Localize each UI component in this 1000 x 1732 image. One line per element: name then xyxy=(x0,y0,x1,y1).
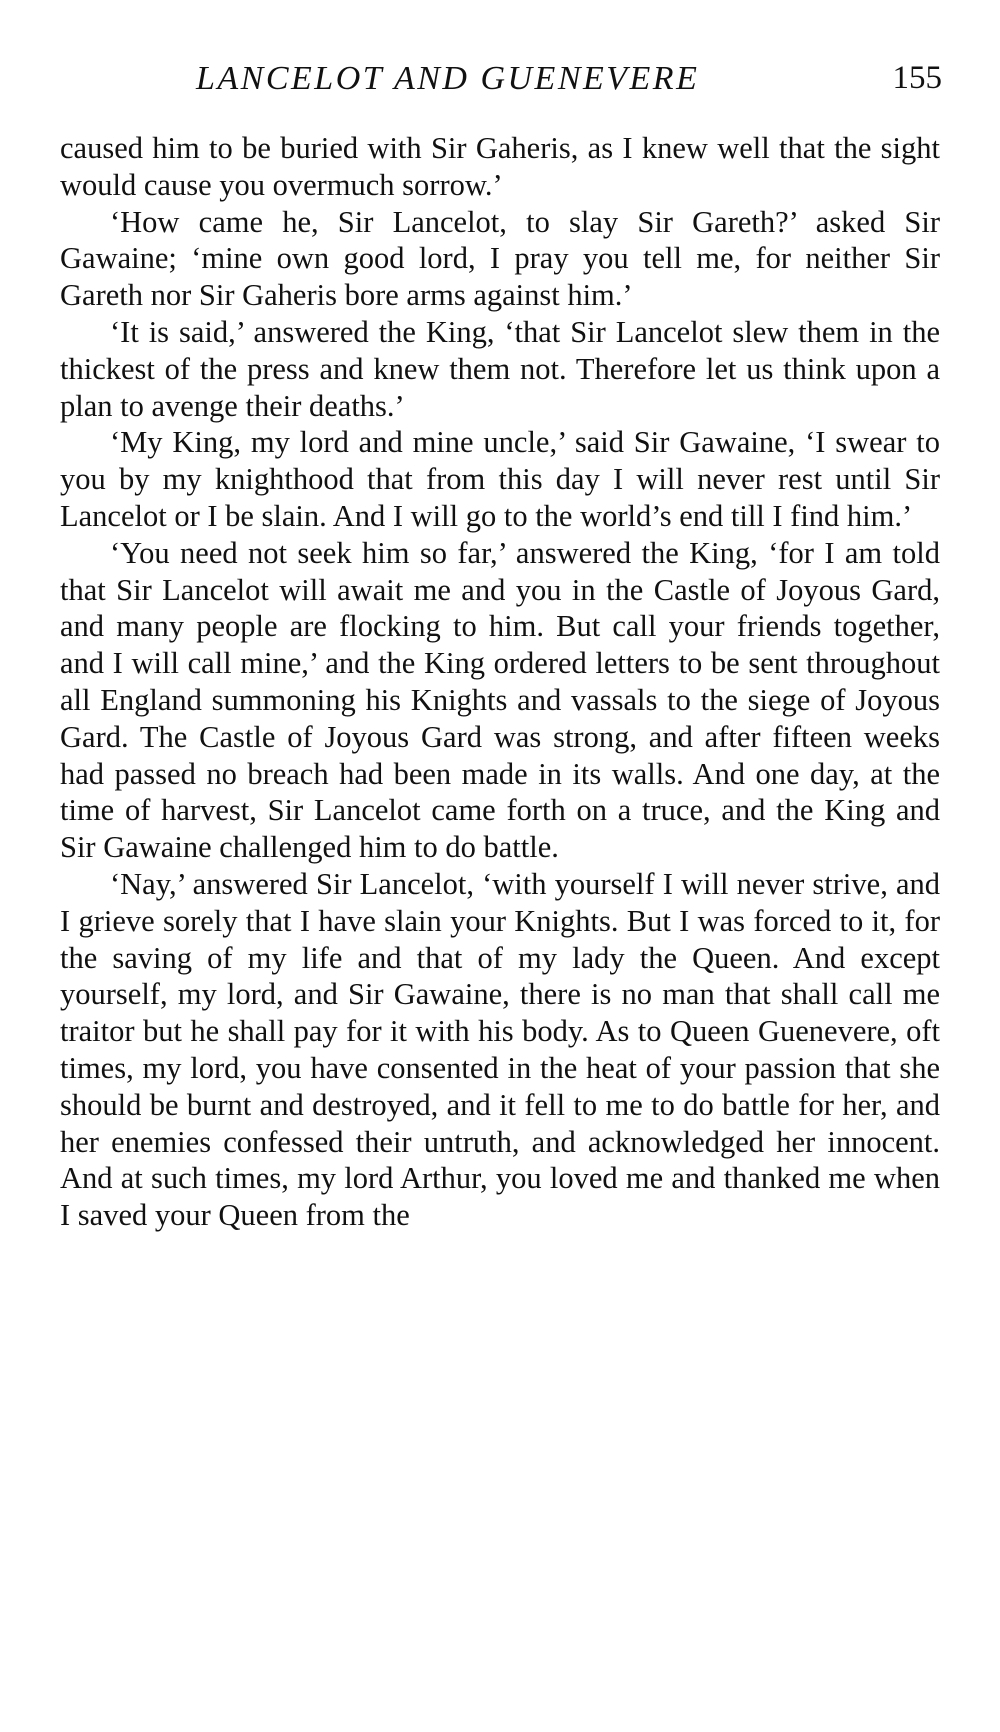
paragraph: ‘Nay,’ answered Sir Lancelot, ‘with yourself I will never strive, and I grieve sorely that I have slain your Knights. But I was forced to it, for the saving of my life and that of my lady the Queen. And except yourself, my lord, and Sir Gawaine, there is no man that shall call me traitor but he shall pay for it with his body. As to Queen Guenevere, oft times, my lord, you have consented in the heat of your passion that she should be burnt and destroyed, and it fell to me to do battle for her, and her enemies confessed their untruth, and acknowledged her innocent. And at such times, my lord Arthur, you loved me and thanked me when I saved your Queen from the xyxy=(60,866,940,1233)
paragraph: ‘You need not seek him so far,’ answered the King, ‘for I am told that Sir Lancelot will await me and you in the Castle of Joyous Gard, and many people are flocking to him. But call your friends together, and I will call mine,’ and the King ordered letters to be sent throughout all England summoning his Knights and vassals to the siege of Joyous Gard. The Castle of Joyous Gard was strong, and after fifteen weeks had passed no breach had been made in its walls. And one day, at the time of harvest, Sir Lancelot came forth on a truce, and the King and Sir Gawaine challenged him to do battle. xyxy=(60,535,940,865)
paragraph: ‘My King, my lord and mine uncle,’ said Sir Gawaine, ‘I swear to you by my knighthood that from this day I will never rest until Sir Lancelot or I be slain. And I will go to the world’s end till I find him.’ xyxy=(60,425,940,533)
page-number: 155 xyxy=(892,60,942,96)
running-header xyxy=(60,60,940,108)
paragraph: ‘How came he, Sir Lancelot, to slay Sir Gareth?’ asked Sir Gawaine; ‘mine own good lord, I pray you tell me, for neither Sir Gareth nor Sir Gaheris bore arms against him.’ xyxy=(60,204,940,313)
body-text xyxy=(60,130,940,1234)
paragraph: ‘It is said,’ answered the King, ‘that Sir Lancelot slew them in the thickest of the press and knew them not. Therefore let us think upon a plan to avenge their deaths.’ xyxy=(60,314,940,423)
paragraph-continued: caused him to be buried with Sir Gaheris, as I knew well that the sight would cause you overmuch sorrow.’ xyxy=(60,131,940,202)
book-page xyxy=(60,60,940,1234)
running-title: LANCELOT AND GUENEVERE xyxy=(196,60,700,97)
